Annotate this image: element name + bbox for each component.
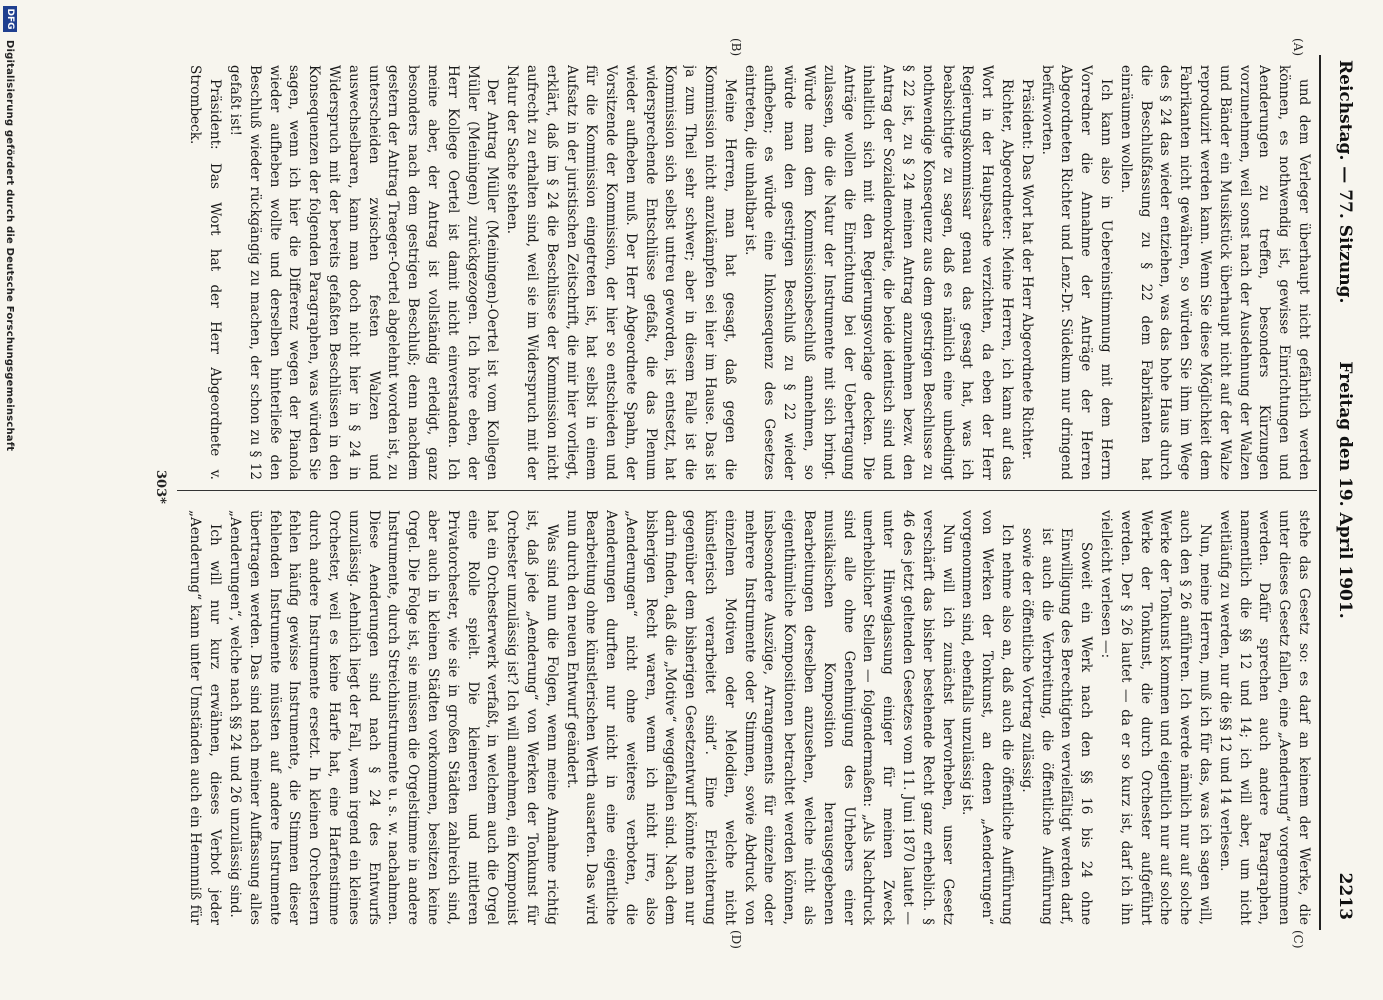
paragraph: stehe das Gesetz so: es darf an keinem der Werke, die unter dieses Gesetz fallen, eine „Aenderung“ vorgenommen werden. Dafür sprechen auch andere Paragraphen, namentlich die §§ 12 und 14; ich will aber, um nicht weitläufig zu werden, nur die §§ 12 und 14 verlesen. (1216, 510, 1312, 925)
header-page-number: 2213 (1335, 872, 1355, 920)
paragraph: Nun will ich zunächst hervorheben, unser Gesetz verschärft das bisher bestehende Recht ganz erheblich. § 46 des jetzt geltenden Gesetzes vom 11. Juni 1870 lautet — unter Hinweglassung einiger für meinen Zweck unerheblicher Stellen — folgendermaßen: „Als Nachdruck sind alle ohne Genehmigung des Urhebers einer musikalischen Komposition herausgegebenen Bearbeitungen derselben anzusehen, welche nicht als eigenthümliche Kompositionen betrachtet werden können, insbesondere Auszüge, Arrangements für einzelne oder mehrere Instrumente oder Stimmen, sowie Abdruck von einzelnen Motiven oder Melodien, welche nicht künstlerisch verarbeitet sind“. Eine Erleichterung gegenüber dem bisherigen Gesetzentwurf könnte man nur darin finden, daß die „Motive“ weggefallen sind. Nach dem bisherigen Recht waren, wenn ich nicht irre, also „Aenderungen“ nicht ohne weiteres verboten, die Aenderungen durften nur nicht in eine eigentliche Bearbeitung ohne künstlerischen Werth ausarten. Das wird nun durch den neuen Entwurf geändert. (563, 510, 956, 925)
paragraph: Ich nehme also an, daß auch die öffentliche Aufführung von Werken der Tonkunst, an denen „Aenderungen“ vorgenommen sind, ebenfalls unzulässig ist. (959, 510, 1016, 925)
paragraph: Der Antrag Müller (Meiningen)-Oertel ist vom Kollegen Müller (Meiningen) zurückgezogen. Ich höre eben, der Herr Kollege Oertel ist damit nicht einverstanden. Ich meine aber, der Antrag ist vollständig erledigt, ganz besonders nach dem gestrigen Beschluß; denn nachdem gestern der Antrag Traeger-Oertel abgelehnt worden ist, zu unterscheiden zwischen festen Walzen und auswechselbaren, kann man doch nicht hier in § 24 in Widerspruch mit der bereits gefaßten Beschlüssen in den Konsequenzen der folgenden Paragraphen, was würden Sie sagen, wenn ich hier die Differenz wegen der Pianola wieder aufheben wollte und derselben hinterließe den Beschluß wieder rückgängig zu machen, der schon zu § 12 gefaßt ist! (226, 65, 501, 480)
margin-letter-d: (D) (729, 930, 743, 949)
header-rule (1319, 55, 1321, 930)
footer-credit: Digitalisierung gefördert durch die Deutsche Forschungsgemeinschaft (4, 40, 15, 452)
right-text-column (183, 510, 1313, 925)
margin-letter-b: (B) (729, 38, 743, 57)
dfg-logo: DFG (3, 6, 17, 32)
paragraph: Nun, meine Herren, muß ich für das, was ich sagen will, auch den § 26 anführen. Ich werde nämlich nur auf solche Werke der Tonkunst kommen und eigentlich nur auf solche Werke der Tonkunst, die durch Orchester aufgeführt werden. Der § 26 lautet — da er so kurz ist, darf ich ihn vielleicht verlesen —: (1098, 510, 1214, 925)
paragraph-quote: Soweit ein Werk nach den §§ 16 bis 24 ohne Einwilligung des Berechtigten vervielfältigt werden darf, ist auch die Verbreitung, die öffentliche Aufführung sowie der öffentliche Vortrag zulässig. (1018, 528, 1095, 925)
paragraph: Präsident: Das Wort hat der Herr Abgeordnete Richter. (1018, 79, 1035, 461)
left-text-column (183, 65, 1313, 480)
paragraph: Was sind nun die Folgen, wenn meine Annahme richtig ist, daß jede „Aenderung“ von Werken der Tonkunst für Orchester unzulässig ist? Ich will annehmen, ein Komponist hat ein Orchesterwerk verfaßt, in welchem auch die Orgel eine Rolle spielt. Die kleineren und mittleren Privatorchester, wie sie in großen Städten zahlreich sind, aber auch in kleinen Städten vorkommen, besitzen keine Orgel. Die Folge ist, sie müssen die Orgelstimme in andere Instrumente, durch Streichinstrumente u. s. w. nachahmen. Diese Aenderungen sind nach § 24 des Entwurfs unzulässig. Aehnlich liegt der Fall, wenn irgend ein kleines Orchester, weil es keine Harfe hat, eine Harfenstimme durch andere Instrumente ersetzt. In kleinen Orchestern fehlen häufig gewisse Instrumente, die Stimmen dieser fehlenden Instrumente müssten auf andere Instrumente übertragen werden. Das sind nach meiner Auffassung alles „Aenderungen“, welche nach §§ 24 und 26 unzulässig sind. (226, 510, 560, 925)
page-header (1323, 60, 1371, 920)
page-signature: 303* (153, 470, 168, 504)
margin-letter-c: (C) (1291, 930, 1305, 949)
header-date: Freitag den 19. April 1901. (1335, 361, 1355, 619)
margin-letter-a: (A) (1291, 38, 1305, 57)
paragraph: Ich kann also in Uebereinstimmung mit dem Herrn Vorredner die Annahme der Anträge der Herren Abgeordneten Richter und Lenz-Dr. Südekum nur dringend befürworten. (1038, 65, 1115, 480)
paragraph: Richter, Abgeordneter: Meine Herren, ich kann auf das Wort in der Hauptsache verzichten, da eben der Herr Regierungskommissar genau das gesagt hat, was ich beabsichtigte zu sagen, daß es nämlich eine unbedingt nothwendige Konsequenz aus dem gestrigen Beschlusse zu § 22 ist, zu § 24 meinen Antrag anzunehmen bezw. den Antrag der Sozialdemokratie, die beide identisch sind und inhaltlich sich mit den Regierungsvorlage decken. Die Anträge wollen die Einrichtung bei der Uebertragung zulassen, die die Natur der Instrumente mit sich bringt. Würde man dem Kommissionsbeschluß annehmen, so würde man den gestrigen Beschluß zu § 22 wieder aufheben; es würde eine Inkonsequenz des Gesetzes eintreten, die unhaltbar ist. (741, 65, 1016, 480)
column-divider (177, 490, 1317, 491)
header-session: Reichstag. — 77. Sitzung. (1335, 60, 1355, 304)
paragraph (183, 65, 185, 480)
paragraph: Ich will nur kurz erwähnen, dieses Verbot jeder „Aenderung“ kann unter Umständen auch ein Hemmniß für (187, 510, 224, 925)
paragraph: Präsident: Das Wort hat der Herr Abgeordnete v. Strombeck. (187, 65, 224, 480)
paragraph: und dem Verleger überhaupt nicht gefährlich werden können, es nothwendig ist, gewisse Einrichtungen und Aenderungen zu treffen, besonders Kürzungen vorzunehmen, weil sonst nach der Ausdehnung der Walzen und Bänder ein Musikstück überhaupt nicht auf der Walze reproduzirt werden kann. Wenn Sie diese Möglichkeit dem Fabrikanten nicht gewähren, so würden Sie ihm im Wege des § 24 das wieder entziehen, was das hohe Haus durch die Beschlußfassung zu § 22 dem Fabrikanten hat einräumen wollen. (1117, 65, 1312, 480)
paragraph: Meine Herren, man hat gesagt, daß gegen die Kommission nicht anzukämpfen sei hier im Hause. Das ist ja zum Theil sehr schwer; aber in diesem Falle ist die Kommission sich selbst untreu geworden, ist entsetzt, hat widersprechende Entschlüsse gefaßt, die das Plenum wieder aufheben muß. Der Herr Abgeordnete Spahn, der Vorsitzende der Kommission, der hier so entschieden und für die Kommission eingetreten ist, hat selbst in einem Aufsatz in der juristischen Zeitschrift, die mir hier vorliegt, erklärt, daß im § 24 die Beschlüsse der Kommission nicht aufrecht zu erhalten sind, weil sie im Widerspruch mit der Natur der Sache stehen. (504, 65, 738, 480)
